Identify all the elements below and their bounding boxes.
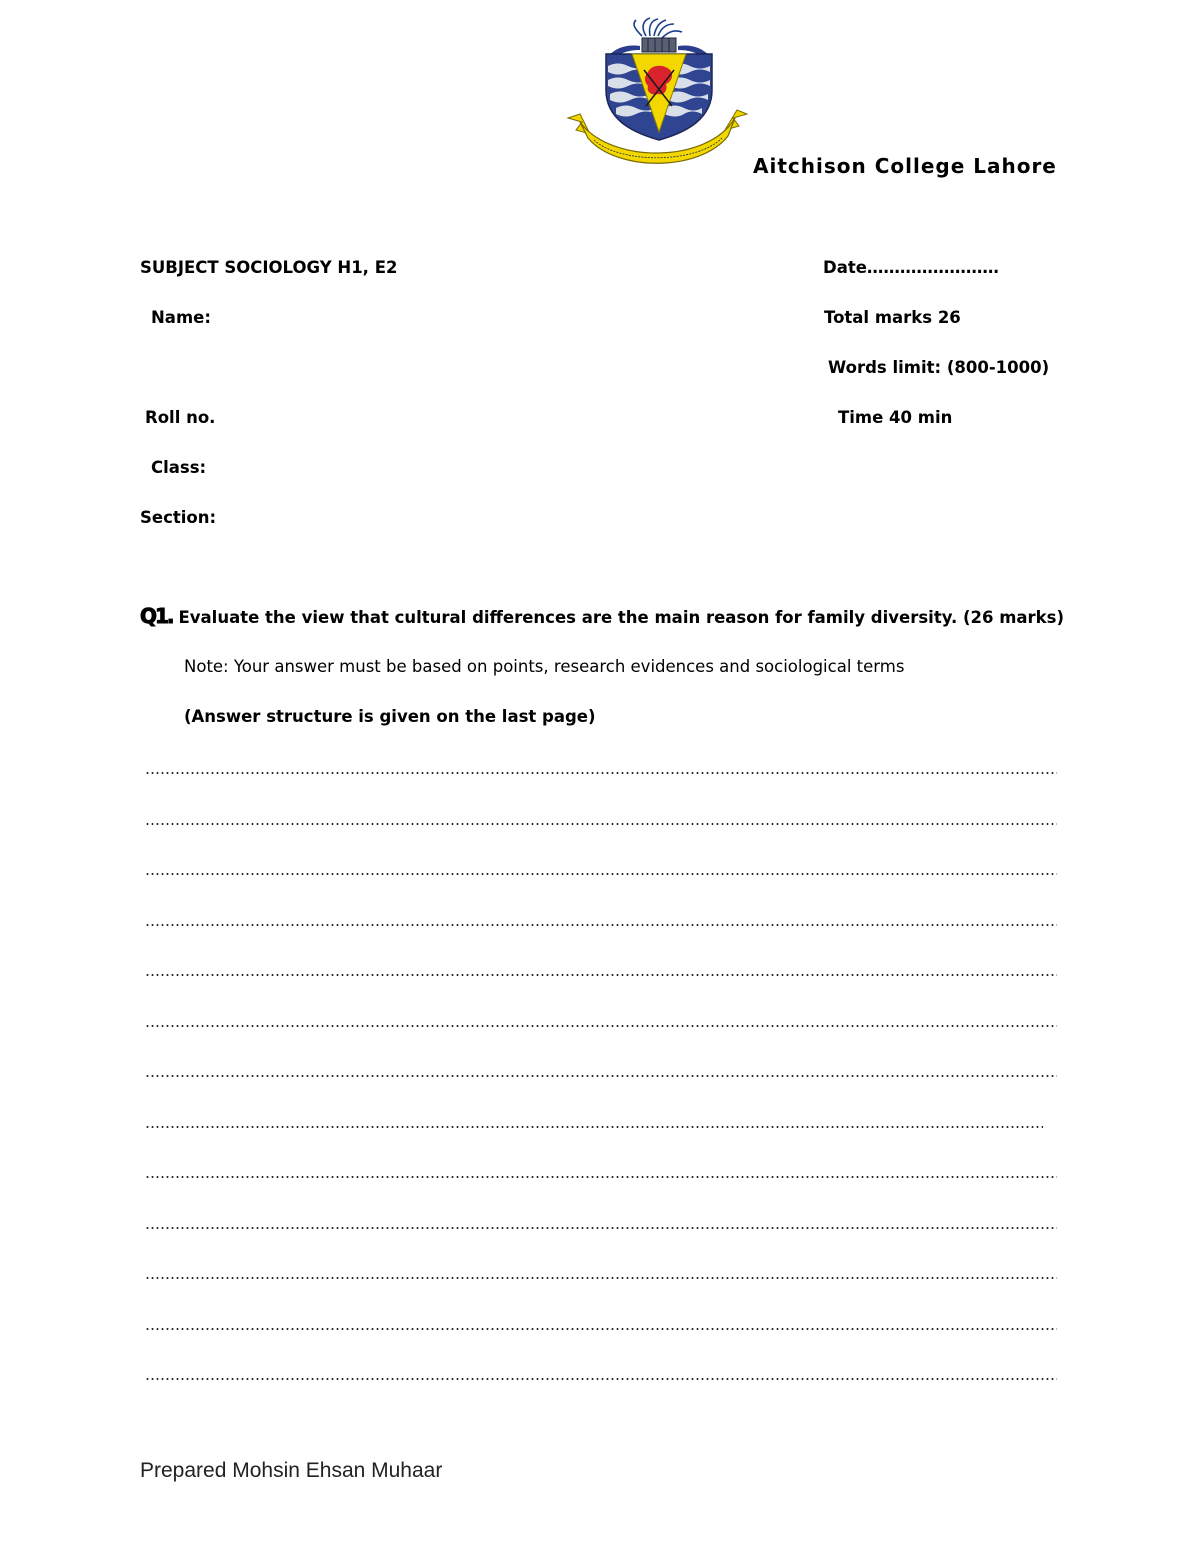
aitchison-crest-icon: [560, 14, 755, 176]
answer-line: [145, 811, 1057, 862]
roll-number-label: Roll no.: [145, 408, 216, 427]
question-number: Q1.: [140, 604, 173, 628]
answer-line: [145, 861, 1057, 912]
answer-line: [145, 1164, 1057, 1215]
college-name: Aitchison College Lahore: [753, 154, 1057, 178]
answer-line: [145, 1265, 1057, 1316]
question-heading: [140, 604, 1064, 628]
answer-line: [145, 1366, 1057, 1417]
subject-label: SUBJECT SOCIOLOGY H1, E2: [140, 258, 398, 277]
answer-structure-note: (Answer structure is given on the last page): [184, 707, 596, 726]
date-label: Date……………………: [823, 258, 999, 277]
answer-line: [145, 912, 1057, 963]
time-label: Time 40 min: [838, 408, 953, 427]
answer-line: [145, 1215, 1057, 1266]
class-label: Class:: [151, 458, 207, 477]
answer-line: [145, 1114, 1057, 1165]
section-label: Section:: [140, 508, 217, 527]
question-text: Evaluate the view that cultural differences are the main reason for family diversity. (26 marks): [178, 608, 1065, 627]
answer-line: [145, 760, 1057, 811]
answer-line: [145, 1013, 1057, 1064]
prepared-by: Prepared Mohsin Ehsan Muhaar: [140, 1459, 443, 1482]
answer-line: [145, 1063, 1057, 1114]
answer-lines: [145, 760, 1057, 1417]
question-note: Note: Your answer must be based on points, research evidences and sociological terms: [184, 657, 905, 676]
words-limit-label: Words limit: (800-1000): [828, 358, 1050, 377]
name-label: Name:: [151, 308, 211, 327]
answer-line: [145, 962, 1057, 1013]
answer-line: [145, 1316, 1057, 1367]
total-marks-label: Total marks 26: [824, 308, 961, 327]
